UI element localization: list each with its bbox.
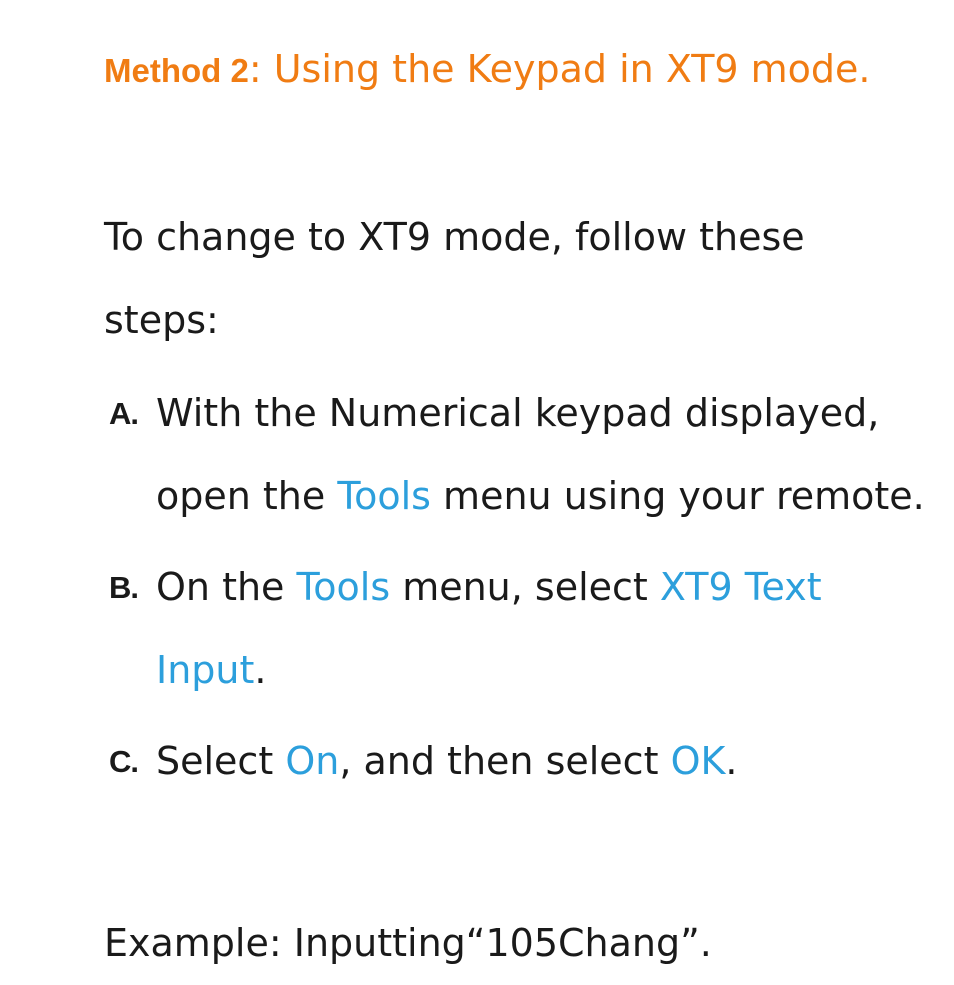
step-text: , and then select	[339, 739, 671, 783]
step-text: On the	[156, 565, 297, 609]
steps-list	[104, 372, 944, 803]
method-label: Method 2	[104, 52, 249, 89]
step-text: .	[254, 648, 267, 692]
step-c	[104, 720, 944, 803]
step-a	[104, 372, 944, 538]
step-letter: B.	[109, 570, 138, 605]
step-text: menu, select	[390, 565, 660, 609]
step-text: With the Numerical keypad displayed, open the	[156, 391, 880, 518]
ui-term-xt9-text-input: XT9 Text Input	[156, 565, 822, 692]
heading-separator: :	[248, 47, 274, 91]
method-heading	[104, 28, 904, 112]
step-text: .	[725, 739, 738, 783]
ui-term-on: On	[285, 739, 340, 783]
step-text: Select	[156, 739, 286, 783]
ui-term-tools: Tools	[337, 474, 431, 518]
method-title: Using the Keypad in XT9 mode.	[273, 47, 871, 91]
step-letter: A.	[109, 396, 138, 431]
ui-term-tools: Tools	[296, 565, 391, 609]
intro-text: To change to XT9 mode, follow these steps:	[104, 215, 805, 342]
step-b	[104, 546, 944, 712]
ui-term-ok: OK	[670, 739, 726, 783]
example-text: Example: Inputting“105Chang”.	[104, 921, 712, 965]
step-letter: C.	[109, 744, 138, 779]
step-text: menu using your remote.	[430, 474, 925, 518]
